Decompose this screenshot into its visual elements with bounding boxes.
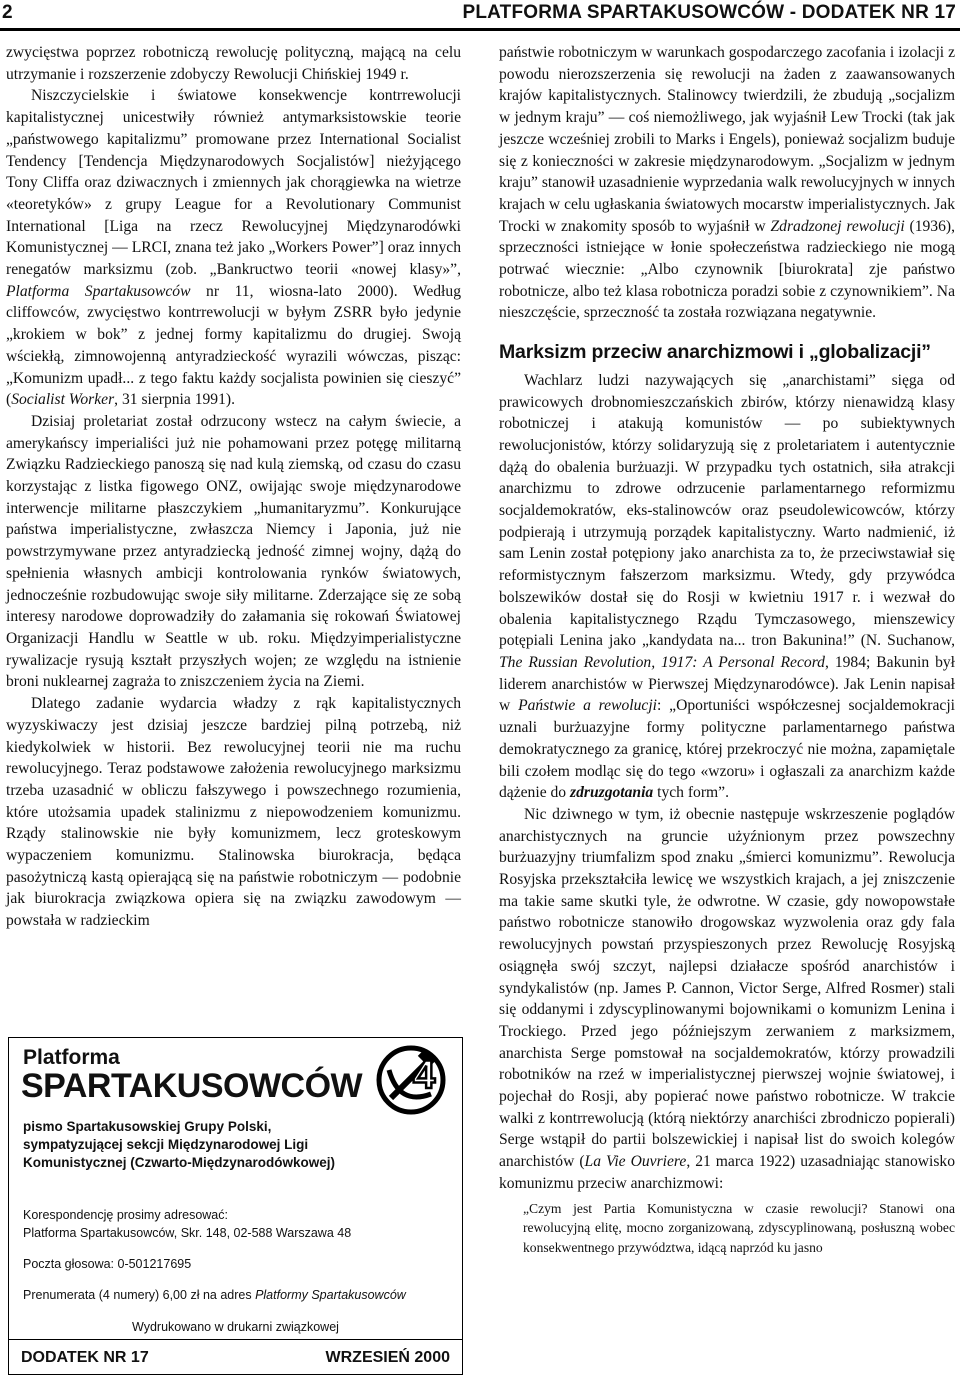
running-title: PLATFORMA SPARTAKUSOWCÓW - DODATEK NR 17 xyxy=(462,2,956,23)
header-rule xyxy=(0,28,960,31)
left-paragraph-3: Dzisiaj proletariat został odrzucony wstecz na całym świecie, a amerykańscy imperialiści już nie pohamowani przez potęgę militarną Związku Radzieckiego panoszą się nad kulą ziemską, od czasu do czasu korzystając z listka figowego ONZ, owijając swoje międzynarodowe interwencje militarne płaszczykiem „humanitaryzmu”. Konkurujące państwa imperialistyczne, zwłaszcza Niemcy i Japonia, już nie powstrzymywane przez antyradziecką jedność zimnej wojny, dążą do spełnienia własnych ambicji kontrolowania rynków światowych, jednocześnie rozbudowując swoje siły militarne. Zderzające się ze sobą interesy narodowe doprowadziły do załamania się rokowań Światowej Organizacji Handlu w Seattle w ub. roku. Międzyimperialistyczne rywalizacje rysują kształt przyszłych wojen; ze względu na istnienie broni nuklearnej zagraża to zniszczeniem życia na Ziemi. xyxy=(6,412,461,691)
postal-voicemail: Poczta głosowa: 0-501217695 xyxy=(23,1257,192,1271)
section-heading: Marksizm przeciw anarchizmowi i „globalizacji” xyxy=(499,341,931,364)
masthead-title-line2: SPARTAKUSOWCÓW xyxy=(21,1067,363,1105)
page-header xyxy=(0,0,960,30)
right-column xyxy=(499,42,955,1257)
right-paragraph-1: państwie robotniczym w warunkach gospodarczego zacofania i izolacji z powodu nierozszerzenia się rewolucji na żaden z zaawansowanych krajów kapitalistycznych. Stalinowcy twierdzili, że zbudują „socjalizm w jednym kraju” — coś niemożliwego, jak wyjaśnił Lew Trocki (tak jak jeszcze wcześniej zrobili to Marks i Engels), ponieważ socjalizm buduje się z konieczności w zakresie międzynarodowym. „Socjalizm w jednym kraju” stanowił uzasadnienie wyprzedania walk rewolucyjnych w innych krajach w celu ugłaskania światowych mocarstw imperialistycznych. Jak Trocki w znakomity sposób to wyjaśnił w Zdradzonej rewolucji (1936), sprzeczności istniejące w łonie społeczeństwa radzieckiego nie mogą potrwać wiecznie: „Albo czynownik [biurokrata] zje państwo robotnicze, albo też klasa robotnicza poradzi sobie z czynownikiem”. Na nieszczęście, sprzeczność ta została rozwiązana negatywnie. xyxy=(499,44,955,322)
left-paragraph-4: Dlatego zadanie wydarcia władzy z rąk kapitalistycznych wyzyskiwaczy jest dzisiaj jeszcze bardziej pilną potrzebą, niż kiedykolwiek w historii. Bez rewolucyjnej teorii nie ma ruchu rewolucyjnego. Teraz podstawowe założenia rewolucyjnego marksizmu trzeba uzasadnić w obliczu fałszywego i powszechnego rozumienia, które utożsamia upadek stalinizmu z niepowodzeniem komunizmu. Rządy stalinowskie nie były komunizmem, lecz groteskowym wypaczeniem komunizmu. Stalinowska biurokracja, będąca pasożytniczą kastą opierającą się na państwie robotniczym — podobnie jak biurokracja związkowa opiera się na związku zawodowym — powstała w radzieckim xyxy=(6,695,461,930)
hammer-sickle-four-logo xyxy=(369,1040,453,1120)
page-number: 2 xyxy=(2,2,13,23)
left-paragraph-2: Niszczycielskie i światowe konsekwencje kontrrewolucji kapitalistycznej unicestwiły również antymarksistowskie teorie „państwowego kapitalizmu” promowane przez International Socialist Tendency [Tendencja Międzynarodowych Socjalistów] nieżyjącego Tony Cliffa oraz dziwacznych i zmiennych jak chorągiewka na wietrze «teoretyków» z grupy League for a Revolutionary Communist International [Liga na rzecz Rewolucyjnej Międzynarodówki Komunistycznej — LRCI, znana też jako „Workers Power”] oraz innych renegatów marksizmu (zob. „Bankructwo teorii «nowej klasy»”, Platforma Spartakusowców nr 11, wiosna-lato 2000). Według cliffowców, zwycięstwo kontrrewolucji w byłym ZSRR było jedynie „krokiem w bok” z jednej formy kapitalizmu do drugiej. Swoją wściekłą, zimnowojenną antyradzieckość wyrazili wówczas, pisząc: „Komunizm upadł... z tego faktu każdy socjalista powinien się cieszyć” (Socialist Worker, 31 sierpnia 1991). xyxy=(6,87,461,409)
issue-label: DODATEK NR 17 xyxy=(21,1349,149,1366)
left-paragraph-1: zwycięstwa poprzez robotniczą rewolucję polityczną, mającą na celu utrzymanie i rozszerzenie zdobyczy Rewolucji Chińskiej 1949 r. xyxy=(6,44,461,83)
masthead-footer xyxy=(9,1339,462,1374)
printing-note: Wydrukowano w drukarni związkowej xyxy=(132,1320,339,1334)
svg-text:4: 4 xyxy=(413,1053,436,1097)
left-column xyxy=(6,42,461,932)
correspondence-label: Korespondencję prosimy adresować: xyxy=(23,1208,228,1222)
right-paragraph-3: Nic dziwnego w tym, iż obecnie następuje wskrzeszenie poglądów anarchistycznych na gruncie użyźnionym przez powszechny burżuazyjny triumfalizm spod znaku „śmierci komunizmu”. Rewolucja Rosyjska przekształciła lewicę we wszystkich krajach, a jej zniszczenie ma takie same skutki tyle, że odwrotne. W czasie, gdy nowopowstałe państwo robotnicze stanowiło drogowskaz wyzwolenia oraz gdy fala rewolucyjnych powstań przyspieszonych przez Rewolucję Rosyjską osiągnęła swój szczyt, najlepsi działacze spośród anarchistów i syndykalistów (np. James P. Cannon, Victor Serge, Alfred Rosmer) stali się oddanymi i zdyscyplinowanymi bojownikami o komunizm Lenina i Trockiego. Przed jego późniejszym zerwaniem z marksizmem, anarchista Serge pomstował na socjaldemokratów, którzy prowadzili robotników na rzeź w imperialistycznej pierwszej wojnie światowej, i pojechał do Rosji, aby popierać nowe państwo robotnicze. W trakcie walki z kontrrewolucją (którą niektórzy anarchiści zbrodniczo popierali) Serge wstąpił do partii bolszewickiej i napisał list do swoich kolegów anarchistów (La Vie Ouvriere, 21 marca 1922) uzasadniając stanowisko komunizmu przeciw anarchizmowi: xyxy=(499,805,956,1192)
issue-date: WRZESIEŃ 2000 xyxy=(325,1349,450,1366)
masthead-title-line1: Platforma xyxy=(23,1046,120,1069)
masthead-box xyxy=(8,1037,463,1375)
masthead-description: pismo Spartakusowskiej Grupy Polski, sympatyzującej sekcji Międzynarodowej Ligi Komunistycznej (Czwarto-Międzynarodówkowej) xyxy=(23,1119,336,1170)
block-quote: „Czym jest Partia Komunistyczna w czasie rewolucji? Stanowi ona rewolucyjną elitę, mocno zorganizowaną, zdyscyplinowaną, posłuszną wobec konsekwentnego przywództwa, idącą naprzód ku jasno xyxy=(523,1200,955,1255)
correspondence-address: Platforma Spartakusowców, Skr. 148, 02-588 Warszawa 48 xyxy=(23,1226,352,1240)
subscription-info: Prenumerata (4 numery) 6,00 zł na adres Platformy Spartakusowców xyxy=(23,1288,406,1302)
right-paragraph-2: Wachlarz ludzi nazywających się „anarchistami” sięga od prawicowych drobnomieszczańskich zbirów, którzy nienawidzą klasy robotniczej i atakują komunistów — po subiektywnych rewolucjonistów, którzy solidaryzują się z proletariatem i autentycznie dążą do obalenia burżuazji. W przypadku tych ostatnich, siła atrakcji anarchizmu to zdrowe odrzucenie parlamentarnego reformizmu socjaldemokratów, eks-stalinowców oraz pseudolewicowców, którzy podpierają i utrzymują porządek kapitalistyczny. Warto nadmienić, iż sam Lenin został potępiony jako anarchista za to, że przeciwstawiał się reformistycznym fałszerzom marksizmu. Wtedy, gdy przywódca bolszewików dostał się do Rosji w kwietniu 1917 r. i wezwał do obalenia kapitalistycznego Rządu Tymczasowego, mienszewicy potępiali Lenina jako „kandydata na... tron Bakunina!” (N. Suchanow, The Russian Revolution, 1917: A Personal Record, 1984; Bakunin był liderem anarchistów w Pierwszej Międzynarodówce). Jak Lenin napisał w Państwie a rewolucji: „Oportuniści współczesnej socjaldemokracji uznali burżuazyjne formy polityczne parlamentarnego państwa demokratycznego za granicę, której przekroczyć nie można, zapamiętale bili czołem modląc się do tego «wzoru» i ogłaszali za anarchizm każde dążenie do zdruzgotania tych form”. xyxy=(499,371,955,802)
